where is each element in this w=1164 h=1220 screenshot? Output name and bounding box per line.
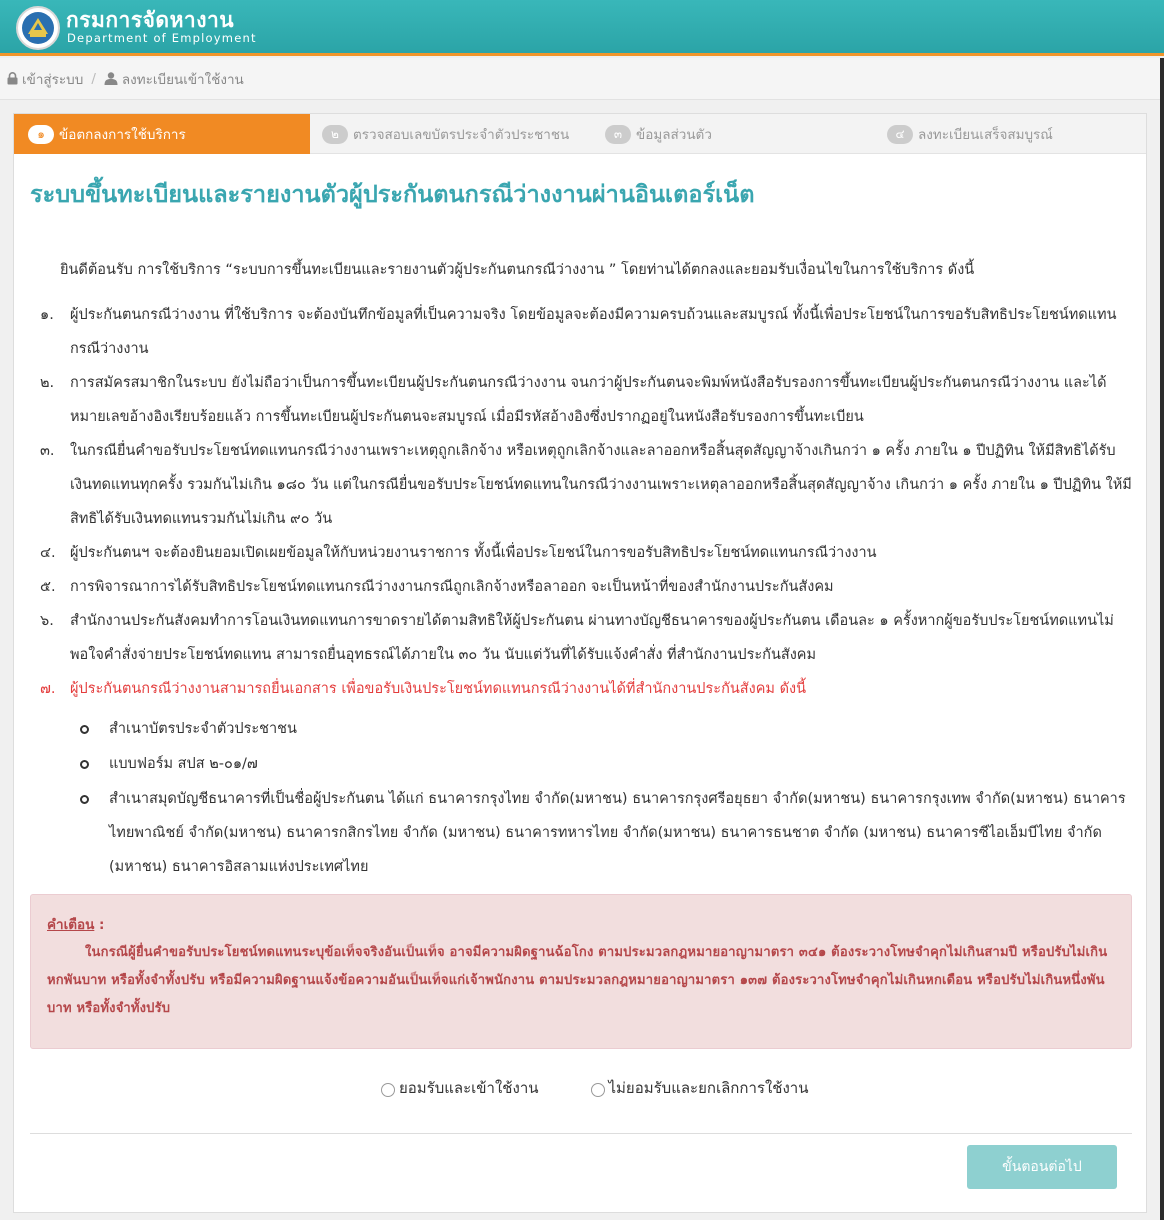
required-documents-list (80, 712, 1130, 885)
registration-panel (13, 113, 1147, 1213)
intro-text: ยินดีต้อนรับ การใช้บริการ “ระบบการขึ้นทะเบียนและรายงานตัวผู้ประกันตนกรณีว่างงาน ” โดยท่านได้ตกลงและยอมรับเงื่อนไขในการใช้บริการ ดังนี้ (60, 262, 975, 278)
document-item (80, 747, 1130, 781)
term-number: ๖. (40, 613, 54, 629)
accept-label: ยอมรับและเข้าใช้งาน (399, 1079, 539, 1097)
term-number: ๓. (40, 443, 55, 459)
step-number: ๔ (887, 125, 913, 144)
term-item (40, 298, 1134, 366)
decline-radio[interactable] (591, 1083, 605, 1097)
step-label: ตรวจสอบเลขบัตรประจำตัวประชาชน (353, 127, 570, 143)
document-item (80, 782, 1130, 884)
term-number: ๑. (40, 307, 54, 323)
step-personal-info (605, 114, 712, 154)
step-complete (887, 114, 1053, 154)
step-verify-id (322, 114, 569, 154)
accept-option[interactable] (381, 1076, 539, 1100)
document-text: แบบฟอร์ม สปส ๒-๐๑/๗ (109, 756, 258, 772)
breadcrumb-register[interactable] (104, 68, 244, 90)
accept-radio[interactable] (381, 1083, 395, 1097)
page-title: ระบบขึ้นทะเบียนและรายงานตัวผู้ประกันตนกรณีว่างงานผ่านอินเตอร์เน็ต (30, 180, 755, 208)
terms-list (40, 298, 1134, 706)
term-number: ๕. (40, 579, 56, 595)
step-label: ลงทะเบียนเสร็จสมบูรณ์ (918, 127, 1053, 143)
document-item (80, 712, 1130, 746)
term-number: ๒. (40, 375, 55, 391)
term-text: ผู้ประกันตนฯ จะต้องยินยอมเปิดเผยข้อมูลให้กับหน่วยงานราชการ ทั้งนี้เพื่อประโยชน์ในการขอรับสิทธิประโยชน์ทดแทนกรณีว่างงาน (70, 545, 877, 561)
term-text: การสมัครสมาชิกในระบบ ยังไม่ถือว่าเป็นการขึ้นทะเบียนผู้ประกันตนกรณีว่างงาน จนกว่าผู้ประกันตนจะพิมพ์หนังสือรับรองการขึ้นทะเบียนผู้ประกันตนกรณีว่างงาน และได้หมายเลขอ้างอิงเรียบร้อยแล้ว การขึ้นทะเบียนผู้ประกันตนจะสมบูรณ์ เมื่อมีรหัสอ้างอิงซึ่งปรากฏอยู่ในหนังสือรับรองการขึ้นทะเบียน (70, 375, 1107, 425)
document-text: สำเนาสมุดบัญชีธนาคารที่เป็นชื่อผู้ประกันตน ได้แก่ ธนาคารกรุงไทย จำกัด(มหาชน) ธนาคารกรุงศรีอยุธยา จำกัด(มหาชน) ธนาคารกรุงเทพ จำกัด(มหาชน) ธนาคารไทยพาณิชย์ จำกัด(มหาชน) ธนาคารกสิกรไทย จำกัด (มหาชน) ธนาคารทหารไทย จำกัด(มหาชน) ธนาคารธนชาต จำกัด (มหาชน) ธนาคารซีไอเอ็มบีไทย จำกัด (มหาชน) ธนาคารอิสลามแห่งประเทศไทย (109, 791, 1126, 875)
footer-divider (30, 1133, 1132, 1134)
term-text: การพิจารณาการได้รับสิทธิประโยชน์ทดแทนกรณีว่างงานกรณีถูกเลิกจ้างหรือลาออก จะเป็นหน้าที่ของสำนักงานประกันสังคม (70, 579, 834, 595)
term-number: ๗. (40, 681, 56, 697)
term-text: ผู้ประกันตนกรณีว่างงาน ที่ใช้บริการ จะต้องบันทึกข้อมูลที่เป็นความจริง โดยข้อมูลจะต้องมีความครบถ้วนและสมบูรณ์ ทั้งนี้เพื่อประโยชน์ในการขอรับสิทธิประโยชน์ทดแทนกรณีว่างงาน (70, 307, 1117, 357)
step-number: ๑ (28, 125, 54, 144)
lock-icon (7, 72, 18, 85)
warning-body: ในกรณีผู้ยื่นคำขอรับประโยชน์ทดแทนระบุข้อเท็จจริงอันเป็นเท็จ อาจมีความผิดฐานฉ้อโกง ตามประมวลกฎหมายอาญามาตรา ๓๔๑ ต้องระวางโทษจำคุกไม่เกินสามปี หรือปรับไม่เกินหกพันบาท หรือทั้งจำทั้งปรับ หรือมีความผิดฐานแจ้งข้อความอันเป็นเท็จแก่เจ้าพนักงาน ตามประมวลกฎหมายอาญามาตรา ๑๓๗ ต้องระวางโทษจำคุกไม่เกินหกเดือน หรือปรับไม่เกินหนึ่งพันบาท หรือทั้งจำทั้งปรับ (47, 945, 1108, 1016)
warning-title (47, 913, 1115, 935)
warning-alert (30, 894, 1132, 1049)
brand-title-th: กรมการจัดหางาน (66, 8, 235, 32)
circle-bullet-icon (80, 760, 89, 769)
step-number: ๓ (605, 125, 631, 144)
document-text: สำเนาบัตรประจำตัวประชาชน (109, 721, 297, 737)
term-item (40, 366, 1134, 434)
circle-bullet-icon (80, 795, 89, 804)
step-label: ข้อมูลส่วนตัว (636, 127, 712, 143)
user-icon (104, 72, 118, 85)
term-item (40, 570, 1134, 604)
header-bar (0, 0, 1164, 56)
next-step-button[interactable]: ขั้นตอนต่อไป (967, 1145, 1117, 1189)
wizard-steps (14, 114, 1146, 154)
step-number: ๒ (322, 125, 348, 144)
term-text: สำนักงานประกันสังคมทำการโอนเงินทดแทนการขาดรายได้ตามสิทธิให้ผู้ประกันตน ผ่านทางบัญชีธนาคารของผู้ประกันตน เดือนละ ๑ ครั้งหากผู้ขอรับประโยชน์ทดแทนไม่พอใจคำสั่งจ่ายประโยชน์ทดแทน สามารถยื่นอุทธรณ์ได้ภายใน ๓๐ วัน นับแต่วันที่ได้รับแจ้งคำสั่ง ที่สำนักงานประกันสังคม (70, 613, 1114, 663)
breadcrumb-login-label: เข้าสู่ระบบ (22, 71, 84, 88)
breadcrumb-register-label: ลงทะเบียนเข้าใช้งาน (121, 71, 244, 88)
decline-option[interactable] (591, 1076, 809, 1100)
term-number: ๔. (40, 545, 56, 561)
term-text: ผู้ประกันตนกรณีว่างงานสามารถยื่นเอกสาร เพื่อขอรับเงินประโยชน์ทดแทนกรณีว่างงานได้ที่สำนักงานประกันสังคม ดังนี้ (70, 681, 806, 697)
term-text: ในกรณียื่นคำขอรับประโยชน์ทดแทนกรณีว่างงานเพราะเหตุถูกเลิกจ้าง หรือเหตุถูกเลิกจ้างและลาออกหรือสิ้นสุดสัญญาจ้างเกินกว่า ๑ ครั้ง ภายใน ๑ ปีปฏิทิน ให้มีสิทธิได้รับเงินทดแทนทุกครั้ง รวมกันไม่เกิน ๑๘๐ วัน แต่ในกรณียื่นขอรับประโยชน์ทดแทนในกรณีว่างงานเพราะเหตุลาออกหรือสิ้นสุดสัญญาจ้าง เกินกว่า ๑ ครั้ง ภายใน ๑ ปีปฏิทิน ให้มีสิทธิได้รับเงินทดแทนรวมกันไม่เกิน ๙๐ วัน (70, 443, 1132, 527)
warning-title-colon: : (99, 917, 105, 933)
warning-title-label: คำเตือน (47, 917, 95, 933)
active-step-arrow (298, 114, 310, 154)
department-logo[interactable] (16, 6, 60, 50)
step-label: ข้อตกลงการใช้บริการ (59, 127, 186, 143)
agreement-choices (381, 1076, 808, 1100)
term-item (40, 536, 1134, 570)
window-edge (1160, 58, 1164, 1220)
term-item (40, 604, 1134, 672)
step-terms[interactable] (28, 114, 186, 154)
decline-label: ไม่ยอมรับและยกเลิกการใช้งาน (608, 1079, 809, 1097)
brand-title-en: Department of Employment (67, 31, 257, 45)
breadcrumb-login[interactable] (7, 68, 83, 90)
emblem-icon (20, 10, 56, 46)
term-item-highlight (40, 672, 1134, 706)
term-item (40, 434, 1134, 536)
breadcrumb-separator: / (91, 70, 96, 87)
breadcrumb (0, 58, 1164, 100)
circle-bullet-icon (80, 725, 89, 734)
